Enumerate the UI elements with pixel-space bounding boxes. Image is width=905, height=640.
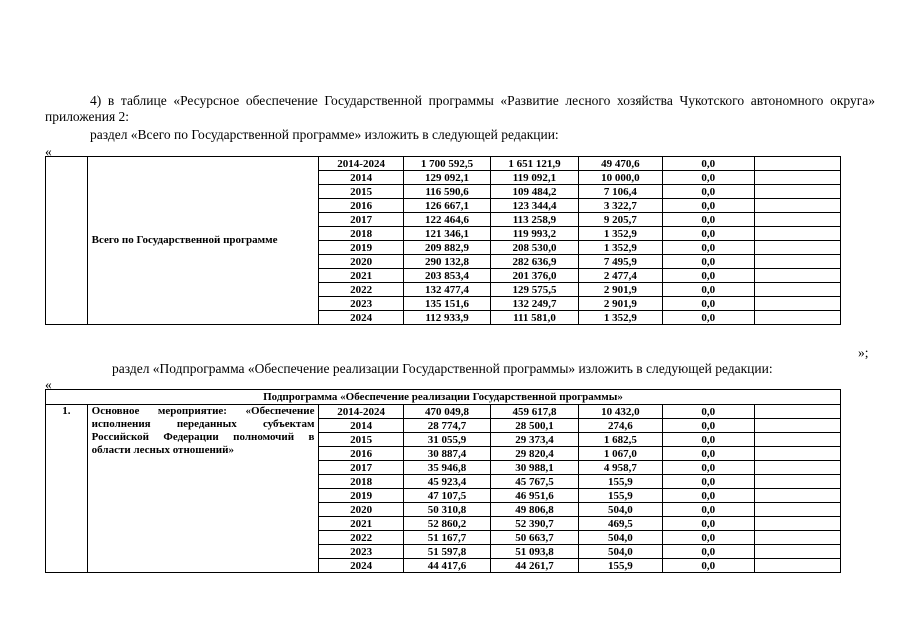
value-cell: 0,0 xyxy=(663,185,754,199)
value-cell: 52 860,2 xyxy=(403,517,490,531)
intro-line-2: раздел «Всего по Государственной программе» изложить в следующей редакции: xyxy=(90,127,559,142)
empty-cell xyxy=(754,227,840,241)
year-cell: 2016 xyxy=(319,199,403,213)
subprogram-header-row xyxy=(46,390,841,405)
value-cell: 129 092,1 xyxy=(403,171,490,185)
empty-cell xyxy=(754,283,840,297)
value-cell: 50 310,8 xyxy=(403,503,490,517)
year-cell: 2023 xyxy=(319,545,403,559)
value-cell: 121 346,1 xyxy=(403,227,490,241)
year-cell: 2016 xyxy=(319,447,403,461)
value-cell: 1 352,9 xyxy=(578,227,662,241)
value-cell: 504,0 xyxy=(578,503,662,517)
empty-cell xyxy=(754,185,840,199)
value-cell: 0,0 xyxy=(663,559,754,573)
value-cell: 0,0 xyxy=(663,269,754,283)
year-cell: 2022 xyxy=(319,531,403,545)
empty-cell xyxy=(754,475,840,489)
value-cell: 0,0 xyxy=(663,517,754,531)
empty-cell xyxy=(754,545,840,559)
value-cell: 116 590,6 xyxy=(403,185,490,199)
value-cell: 47 107,5 xyxy=(403,489,490,503)
value-cell: 274,6 xyxy=(578,419,662,433)
value-cell: 35 946,8 xyxy=(403,461,490,475)
value-cell: 1 067,0 xyxy=(578,447,662,461)
value-cell: 49 470,6 xyxy=(578,157,662,171)
value-cell: 7 495,9 xyxy=(578,255,662,269)
value-cell: 0,0 xyxy=(663,311,754,325)
value-cell: 201 376,0 xyxy=(491,269,578,283)
empty-cell xyxy=(754,311,840,325)
total-program-table xyxy=(45,156,841,325)
year-cell: 2020 xyxy=(319,503,403,517)
value-cell: 0,0 xyxy=(663,227,754,241)
value-cell: 132 249,7 xyxy=(491,297,578,311)
year-cell: 2017 xyxy=(319,461,403,475)
value-cell: 0,0 xyxy=(663,503,754,517)
value-cell: 126 667,1 xyxy=(403,199,490,213)
value-cell: 10 000,0 xyxy=(578,171,662,185)
value-cell: 282 636,9 xyxy=(491,255,578,269)
empty-cell xyxy=(754,213,840,227)
open-quote-2: « xyxy=(45,377,52,392)
empty-cell xyxy=(754,405,840,419)
value-cell: 135 151,6 xyxy=(403,297,490,311)
intro-line-1: 4) в таблице «Ресурсное обеспечение Государственной программы «Развитие лесного хозяйства Чукотского автономного округа» приложения 2: xyxy=(45,93,875,124)
value-cell: 1 352,9 xyxy=(578,241,662,255)
year-cell: 2022 xyxy=(319,283,403,297)
value-cell: 1 352,9 xyxy=(578,311,662,325)
close-quote-1: »; xyxy=(858,345,869,360)
value-cell: 459 617,8 xyxy=(491,405,578,419)
value-cell: 0,0 xyxy=(663,531,754,545)
value-cell: 119 092,1 xyxy=(491,171,578,185)
value-cell: 0,0 xyxy=(663,545,754,559)
empty-cell xyxy=(754,531,840,545)
year-cell: 2023 xyxy=(319,297,403,311)
value-cell: 504,0 xyxy=(578,531,662,545)
value-cell: 111 581,0 xyxy=(491,311,578,325)
row-number: 1. xyxy=(46,405,88,573)
value-cell: 155,9 xyxy=(578,475,662,489)
value-cell: 7 106,4 xyxy=(578,185,662,199)
value-cell: 0,0 xyxy=(663,297,754,311)
value-cell: 132 477,4 xyxy=(403,283,490,297)
row-label: Основное мероприятие: «Обеспечение исполнения переданных субъектам Российской Федерации полномочий в области лесных отношений» xyxy=(87,405,319,573)
year-cell: 2015 xyxy=(319,433,403,447)
value-cell: 1 700 592,5 xyxy=(403,157,490,171)
value-cell: 49 806,8 xyxy=(491,503,578,517)
value-cell: 469,5 xyxy=(578,517,662,531)
empty-cell xyxy=(754,447,840,461)
empty-cell xyxy=(754,419,840,433)
value-cell: 0,0 xyxy=(663,283,754,297)
value-cell: 51 167,7 xyxy=(403,531,490,545)
value-cell: 109 484,2 xyxy=(491,185,578,199)
value-cell: 3 322,7 xyxy=(578,199,662,213)
value-cell: 0,0 xyxy=(663,171,754,185)
value-cell: 51 597,8 xyxy=(403,545,490,559)
value-cell: 0,0 xyxy=(663,241,754,255)
value-cell: 52 390,7 xyxy=(491,517,578,531)
value-cell: 50 663,7 xyxy=(491,531,578,545)
empty-cell xyxy=(754,157,840,171)
empty-cell xyxy=(754,297,840,311)
value-cell: 0,0 xyxy=(663,419,754,433)
value-cell: 0,0 xyxy=(663,255,754,269)
value-cell: 208 530,0 xyxy=(491,241,578,255)
value-cell: 45 923,4 xyxy=(403,475,490,489)
value-cell: 4 958,7 xyxy=(578,461,662,475)
year-cell: 2014-2024 xyxy=(319,405,403,419)
empty-cell xyxy=(754,241,840,255)
value-cell: 123 344,4 xyxy=(491,199,578,213)
value-cell: 29 373,4 xyxy=(491,433,578,447)
year-cell: 2024 xyxy=(319,311,403,325)
empty-cell xyxy=(754,517,840,531)
value-cell: 1 651 121,9 xyxy=(491,157,578,171)
value-cell: 2 477,4 xyxy=(578,269,662,283)
value-cell: 44 417,6 xyxy=(403,559,490,573)
value-cell: 209 882,9 xyxy=(403,241,490,255)
value-cell: 1 682,5 xyxy=(578,433,662,447)
empty-cell xyxy=(754,255,840,269)
value-cell: 119 993,2 xyxy=(491,227,578,241)
value-cell: 44 261,7 xyxy=(491,559,578,573)
empty-cell xyxy=(754,503,840,517)
year-cell: 2024 xyxy=(319,559,403,573)
value-cell: 51 093,8 xyxy=(491,545,578,559)
value-cell: 0,0 xyxy=(663,405,754,419)
subprogram-header: Подпрограмма «Обеспечение реализации Государственной программы» xyxy=(46,390,841,405)
table-row xyxy=(46,157,841,171)
empty-cell xyxy=(754,433,840,447)
value-cell: 113 258,9 xyxy=(491,213,578,227)
value-cell: 129 575,5 xyxy=(491,283,578,297)
year-cell: 2021 xyxy=(319,517,403,531)
intro-line-3: раздел «Подпрограмма «Обеспечение реализации Государственной программы» изложить в следующей редакции: xyxy=(112,361,773,376)
year-cell: 2021 xyxy=(319,269,403,283)
value-cell: 290 132,8 xyxy=(403,255,490,269)
value-cell: 0,0 xyxy=(663,461,754,475)
value-cell: 2 901,9 xyxy=(578,297,662,311)
intro-paragraph xyxy=(45,93,875,125)
value-cell: 122 464,6 xyxy=(403,213,490,227)
value-cell: 28 774,7 xyxy=(403,419,490,433)
year-cell: 2018 xyxy=(319,475,403,489)
value-cell: 2 901,9 xyxy=(578,283,662,297)
value-cell: 46 951,6 xyxy=(491,489,578,503)
value-cell: 28 500,1 xyxy=(491,419,578,433)
subprogram-table xyxy=(45,389,841,573)
open-quote-1: « xyxy=(45,144,52,159)
value-cell: 31 055,9 xyxy=(403,433,490,447)
value-cell: 29 820,4 xyxy=(491,447,578,461)
empty-cell xyxy=(754,171,840,185)
year-cell: 2020 xyxy=(319,255,403,269)
row-label: Всего по Государственной программе xyxy=(87,157,319,325)
table-row xyxy=(46,405,841,419)
value-cell: 30 887,4 xyxy=(403,447,490,461)
year-cell: 2019 xyxy=(319,241,403,255)
value-cell: 0,0 xyxy=(663,157,754,171)
value-cell: 45 767,5 xyxy=(491,475,578,489)
value-cell: 0,0 xyxy=(663,475,754,489)
year-cell: 2014 xyxy=(319,171,403,185)
value-cell: 0,0 xyxy=(663,447,754,461)
value-cell: 155,9 xyxy=(578,489,662,503)
value-cell: 470 049,8 xyxy=(403,405,490,419)
value-cell: 9 205,7 xyxy=(578,213,662,227)
value-cell: 10 432,0 xyxy=(578,405,662,419)
value-cell: 0,0 xyxy=(663,433,754,447)
empty-cell xyxy=(754,489,840,503)
empty-cell xyxy=(754,269,840,283)
value-cell: 0,0 xyxy=(663,213,754,227)
year-cell: 2014-2024 xyxy=(319,157,403,171)
value-cell: 30 988,1 xyxy=(491,461,578,475)
year-cell: 2017 xyxy=(319,213,403,227)
row-number xyxy=(46,157,88,325)
value-cell: 155,9 xyxy=(578,559,662,573)
value-cell: 504,0 xyxy=(578,545,662,559)
year-cell: 2015 xyxy=(319,185,403,199)
year-cell: 2014 xyxy=(319,419,403,433)
value-cell: 203 853,4 xyxy=(403,269,490,283)
empty-cell xyxy=(754,461,840,475)
value-cell: 0,0 xyxy=(663,199,754,213)
value-cell: 112 933,9 xyxy=(403,311,490,325)
empty-cell xyxy=(754,559,840,573)
year-cell: 2018 xyxy=(319,227,403,241)
year-cell: 2019 xyxy=(319,489,403,503)
empty-cell xyxy=(754,199,840,213)
value-cell: 0,0 xyxy=(663,489,754,503)
